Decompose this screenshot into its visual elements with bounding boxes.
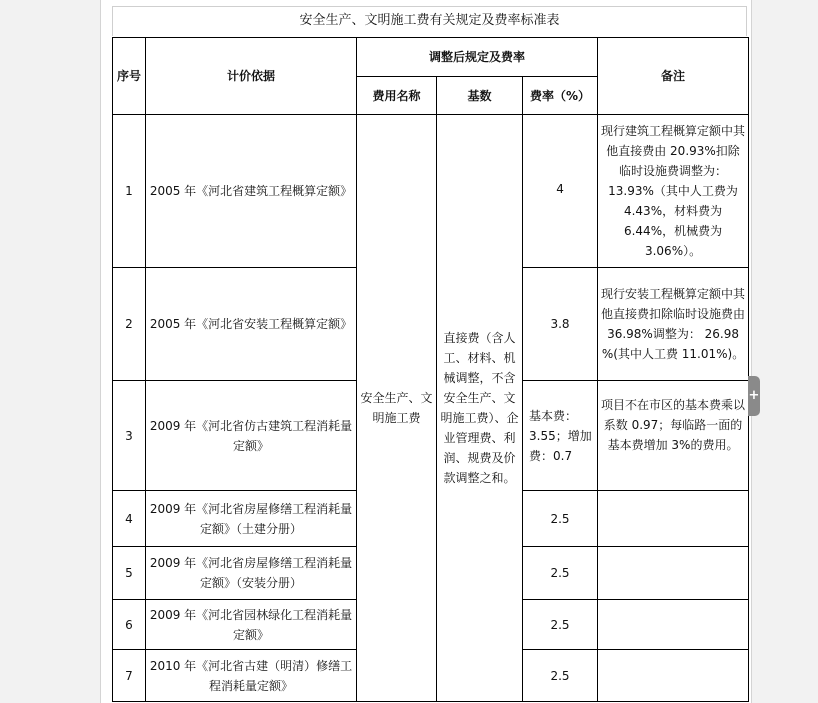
row-seq: 2	[113, 268, 146, 381]
row-basis: 2009 年《河北省房屋修缮工程消耗量定额》（安装分册）	[146, 547, 357, 600]
row-basis: 2009 年《河北省园林绿化工程消耗量定额》	[146, 600, 357, 650]
header-seq: 序号	[113, 38, 146, 115]
document-page	[100, 0, 752, 703]
row-remark	[598, 491, 749, 547]
header-row	[113, 38, 749, 77]
header-rate: 费率（%）	[523, 77, 598, 115]
header-adjusted: 调整后规定及费率	[357, 38, 598, 77]
row-basis: 2009 年《河北省房屋修缮工程消耗量定额》（土建分册）	[146, 491, 357, 547]
header-base: 基数	[437, 77, 523, 115]
row-rate: 2.5	[523, 491, 598, 547]
row-remark	[598, 600, 749, 650]
row-seq: 4	[113, 491, 146, 547]
fee-rate-table	[112, 37, 749, 702]
row-rate: 2.5	[523, 600, 598, 650]
row-rate: 基本费：3.55；增加费：0.7	[523, 381, 598, 491]
row-remark: 项目不在市区的基本费乘以系数 0.97；每临路一面的基本费增加 3%的费用。	[598, 381, 749, 491]
fee-name-cell: 安全生产、文明施工费	[357, 115, 437, 702]
row-seq: 3	[113, 381, 146, 491]
row-basis: 2005 年《河北省安装工程概算定额》	[146, 268, 357, 381]
row-rate: 4	[523, 115, 598, 268]
row-rate: 2.5	[523, 547, 598, 600]
row-rate: 3.8	[523, 268, 598, 381]
base-cell: 直接费（含人工、材料、机械调整，不含安全生产、文明施工费）、企业管理费、利润、规费及价款调整之和。	[437, 115, 523, 702]
row-basis: 2010 年《河北省古建（明清）修缮工程消耗量定额》	[146, 650, 357, 702]
row-remark: 现行安装工程概算定额中其他直接费扣除临时设施费由 36.98%调整为： 26.98 %(其中人工费 11.01%)。	[598, 268, 749, 381]
header-remark: 备注	[598, 38, 749, 115]
expand-side-panel-button[interactable]	[748, 376, 760, 416]
header-fee-name: 费用名称	[357, 77, 437, 115]
plus-icon: +	[748, 388, 760, 403]
table-row	[113, 115, 749, 268]
row-seq: 7	[113, 650, 146, 702]
row-rate: 2.5	[523, 650, 598, 702]
row-basis: 2005 年《河北省建筑工程概算定额》	[146, 115, 357, 268]
row-remark	[598, 547, 749, 600]
row-seq: 1	[113, 115, 146, 268]
row-remark: 现行建筑工程概算定额中其他直接费由 20.93%扣除临时设施费调整为：13.93%（其中人工费为 4.43%，材料费为 6.44%，机械费为 3.06%）。	[598, 115, 749, 268]
table-caption: 安全生产、文明施工费有关规定及费率标准表	[112, 6, 747, 36]
row-basis: 2009 年《河北省仿古建筑工程消耗量定额》	[146, 381, 357, 491]
row-seq: 5	[113, 547, 146, 600]
row-remark	[598, 650, 749, 702]
row-seq: 6	[113, 600, 146, 650]
header-basis: 计价依据	[146, 38, 357, 115]
